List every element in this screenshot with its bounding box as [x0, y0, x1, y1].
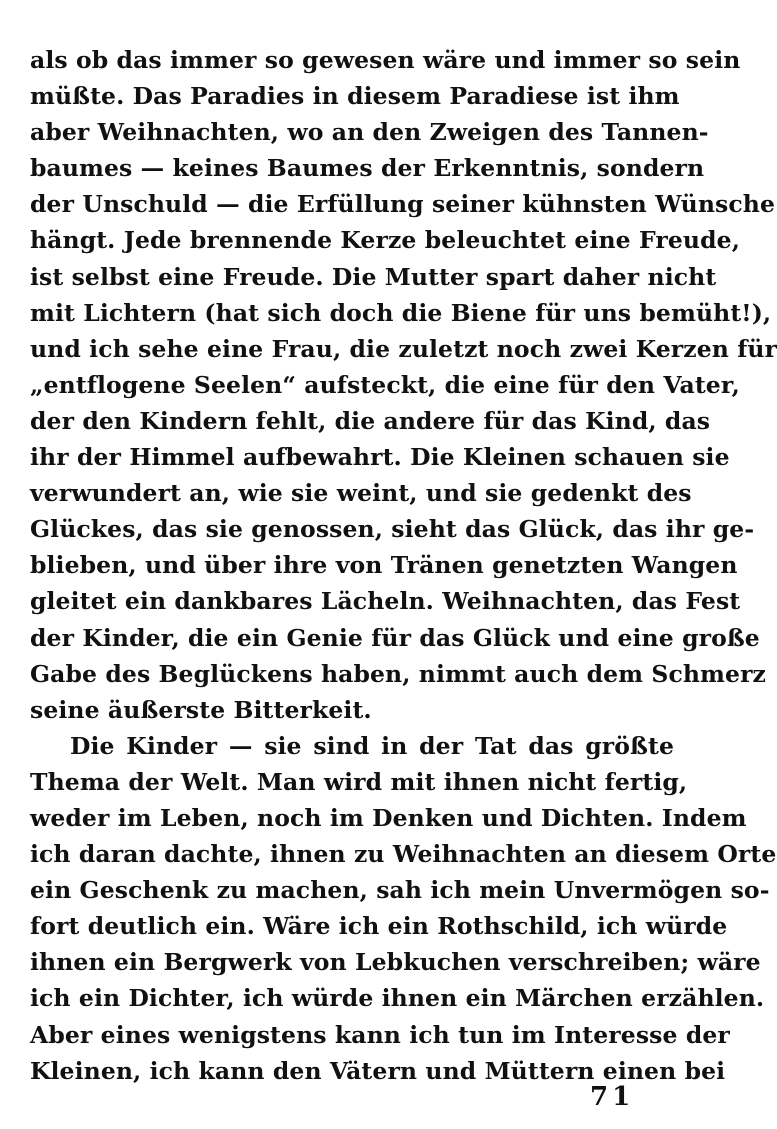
text-line: baumes — keines Baumes der Erkenntnis, sondern [30, 154, 705, 183]
page-number: 71 [590, 1082, 635, 1112]
text-line: „entflogene Seelen“ aufsteckt, die eine für den Vater, [30, 370, 740, 399]
text-line: weder im Leben, noch im Denken und Dichten. Indem [30, 803, 747, 832]
text-line: als ob das immer so gewesen wäre und immer so sein [30, 46, 741, 74]
text-line: Glückes, das sie genossen, sieht das Glück, das ihr ge- [30, 515, 755, 544]
text-line: ist selbst eine Freude. Die Mutter spart daher nicht [30, 262, 717, 291]
text-line: gleitet ein dankbares Lächeln. Weihnachten, das Fest [30, 587, 741, 616]
paragraph-start-line: Die Kinder — sie sind in der Tat das größte [70, 731, 674, 760]
paragraph-end-line: seine äußerste Bitterkeit. [30, 695, 372, 724]
text-line: mit Lichtern (hat sich doch die Biene für uns bemüht!), [30, 298, 772, 327]
text-line: ihnen ein Bergwerk von Lebkuchen verschreiben; wäre [30, 948, 761, 977]
text-line: Thema der Welt. Man wird mit ihnen nicht fertig, [30, 767, 688, 796]
text-line: verwundert an, wie sie weint, und sie gedenkt des [30, 479, 692, 508]
text-line: ein Geschenk zu machen, sah ich mein Unvermögen so- [30, 876, 770, 905]
text-line: hängt. Jede brennende Kerze beleuchtet eine Freude, [30, 226, 740, 255]
text-line: Kleinen, ich kann den Vätern und Müttern einen bei [30, 1056, 726, 1085]
text-line: aber Weihnachten, wo an den Zweigen des Tannen- [30, 118, 709, 147]
text-line: und ich sehe eine Frau, die zuletzt noch zwei Kerzen für [30, 334, 777, 363]
text-line: fort deutlich ein. Wäre ich ein Rothschild, ich würde [30, 912, 728, 941]
text-line: der Unschuld — die Erfüllung seiner kühnsten Wünsche [30, 190, 776, 219]
text-line: ihr der Himmel aufbewahrt. Die Kleinen schauen sie [30, 443, 730, 472]
text-line: müßte. Das Paradies in diesem Paradiese ist ihm [30, 82, 680, 111]
text-line: der den Kindern fehlt, die andere für das Kind, das [30, 406, 711, 435]
text-line: ich daran dachte, ihnen zu Weihnachten an diesem Orte [30, 840, 777, 869]
text-line: Aber eines wenigstens kann ich tun im Interesse der [30, 1020, 730, 1049]
text-line: der Kinder, die ein Genie für das Glück und eine große [30, 623, 760, 652]
text-line: blieben, und über ihre von Tränen genetzten Wangen [30, 551, 738, 580]
text-line: ich ein Dichter, ich würde ihnen ein Märchen erzählen. [30, 984, 765, 1013]
body-text [30, 42, 777, 1089]
text-line: Gabe des Beglückens haben, nimmt auch dem Schmerz [30, 659, 767, 688]
